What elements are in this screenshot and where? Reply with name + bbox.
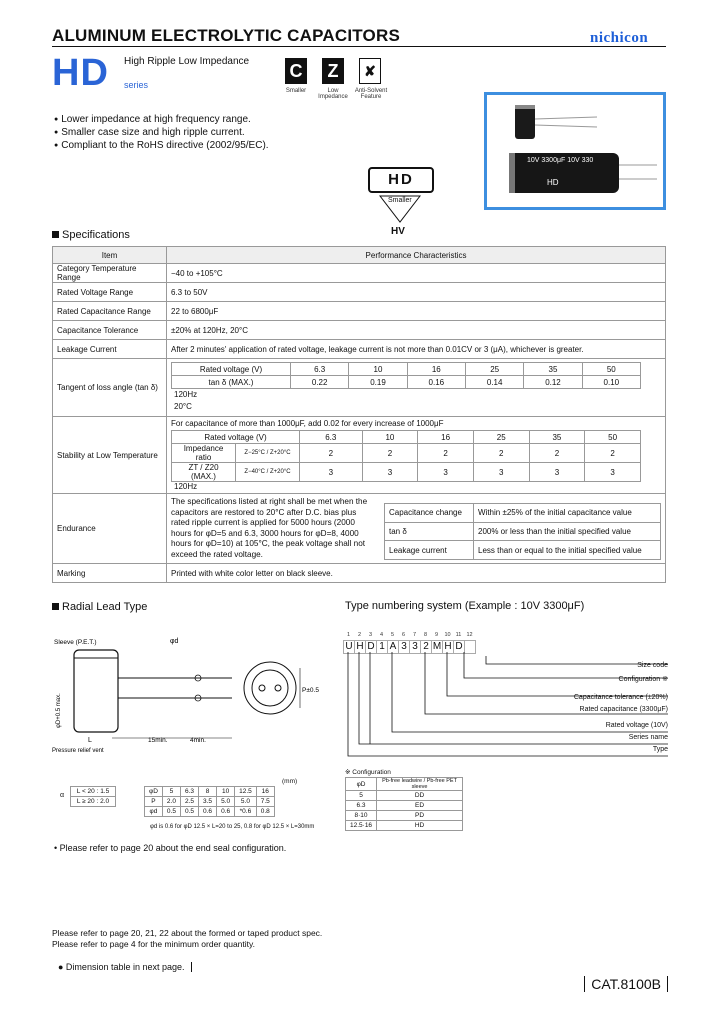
dim-cell: 7.5 [256, 797, 274, 807]
endurance-key: tan δ [385, 522, 474, 541]
feature-item: ● Compliant to the RoHS directive (2002/95/EC). [54, 140, 269, 153]
ratio-cell: 3 [529, 463, 585, 482]
smaller-icon-caption: Smaller [285, 88, 307, 94]
photo-label-value: 10V 3300μF 10V 330 [527, 157, 594, 164]
spec-label: Endurance [53, 494, 167, 564]
type-numbering-labels [470, 660, 668, 756]
code-char: 2 [420, 640, 432, 654]
alpha-label: α [60, 792, 65, 799]
series-code: HD [52, 52, 109, 94]
voltage-cell: 10 [349, 363, 407, 376]
dim-cell: 16 [256, 787, 274, 797]
ratio-cell: 3 [362, 463, 418, 482]
config-cell: 5 [346, 791, 377, 801]
endurance-text: The specifications listed at right shall be met when the capacitors are restored to 20°C after D.C. bias plus rated ripple current is applied for 5000 hours (2000 hours for φD=5 and 6.3, 3000 hours for φD=8, 4000 hours for φD=10) at 105°C, the peak voltage shall not exceed the rated voltage. [171, 497, 368, 559]
code-char: M [432, 641, 442, 652]
config-cell: Pb-free leadwire / Pb-free PET sleeve [377, 778, 463, 791]
position-number: 9 [434, 632, 439, 638]
lead-diameter-label: φd [170, 638, 179, 645]
position-number: 5 [390, 632, 395, 638]
stability-table [171, 430, 641, 482]
page-title: ALUMINUM ELECTROLYTIC CAPACITORS [52, 26, 400, 45]
dim-cell: *0.6 [235, 807, 257, 817]
alpha-table [70, 786, 116, 807]
tangent-note: For capacitance of more than 1000μF, add 0.02 for every increase of 1000μF [171, 419, 444, 428]
footer-notes [52, 928, 322, 950]
tangent-condition: 120Hz [174, 390, 198, 399]
voltage-cell: 35 [529, 431, 585, 444]
config-cell: DD [377, 791, 463, 801]
code-char: 3 [398, 640, 410, 654]
series-relation-top: HD [368, 167, 434, 193]
config-cell: HD [377, 821, 463, 831]
series-word: series [124, 80, 149, 90]
feature-list [54, 114, 269, 153]
capacitor-illustration [487, 95, 663, 207]
ratio-cell: 2 [585, 444, 641, 463]
dim-cell: 5.0 [217, 797, 235, 807]
dim-cell: 0.5 [180, 807, 198, 817]
brand-logo: nichicon [590, 30, 649, 46]
spec-value: 22 to 6800μF [167, 302, 666, 321]
code-label: Size code [637, 662, 668, 669]
spec-label: Capacitance Tolerance [53, 321, 167, 340]
dim-cell: φd [145, 807, 163, 817]
spec-label: Rated Capacitance Range [53, 302, 167, 321]
spec-label: Stability at Low Temperature [53, 417, 167, 494]
series-relation-bottom: HV [391, 226, 405, 237]
alpha-row: L < 20 : 1.5 [71, 787, 116, 797]
dim-cell: 12.5 [235, 787, 257, 797]
spec-label: Rated Voltage Range [53, 283, 167, 302]
config-cell: PD [377, 811, 463, 821]
spec-value: 6.3 to 50V [167, 283, 666, 302]
end-seal-note: • Please refer to page 20 about the end seal configuration. [54, 843, 287, 853]
dim-15min: 15min. [148, 737, 168, 744]
spec-value: −40 to +105°C [167, 264, 666, 283]
radial-lead-drawing [52, 628, 322, 756]
dimension-table [144, 786, 275, 817]
code-label: Series name [628, 734, 668, 741]
stability-condition: 120Hz [174, 482, 198, 491]
voltage-cell: 16 [418, 431, 474, 444]
position-number: 6 [401, 632, 406, 638]
dim-cell: 6.3 [180, 787, 198, 797]
code-label: Rated capacitance (3300μF) [579, 706, 668, 713]
tangent-condition: 20°C [174, 402, 192, 411]
voltage-cell: 50 [582, 363, 640, 376]
code-char: U [343, 640, 355, 654]
impedance-sub: Z−40°C / Z+20°C [236, 463, 300, 482]
code-char: 1 [376, 640, 388, 654]
ratio-cell: 3 [585, 463, 641, 482]
dim-cell: 8 [199, 787, 217, 797]
config-cell: 12.5·16 [346, 821, 377, 831]
voltage-cell: 35 [524, 363, 582, 376]
dim-cell: 10 [217, 787, 235, 797]
dim-cell: 2.5 [180, 797, 198, 807]
position-number: 12 [466, 632, 473, 638]
code-char: H [442, 640, 454, 654]
specifications-table [52, 246, 666, 583]
ratio-cell: 2 [362, 444, 418, 463]
spec-value: Printed with white color letter on black sleeve. [167, 564, 666, 583]
voltage-cell: 25 [473, 431, 529, 444]
col-item-header: Item [53, 247, 167, 264]
endurance-table [384, 503, 661, 560]
series-description: High Ripple Low Impedance [124, 56, 250, 67]
dim-cell: 2.0 [162, 797, 180, 807]
voltage-cell: 25 [465, 363, 523, 376]
code-label: Rated voltage (10V) [605, 722, 668, 729]
dim-cell: 0.6 [217, 807, 235, 817]
photo-label-series: HD [547, 178, 559, 187]
tan-cell: 0.16 [407, 376, 465, 389]
dim-cell: 0.6 [199, 807, 217, 817]
ratio-cell: 2 [473, 444, 529, 463]
impedance-sub: Z−25°C / Z+20°C [236, 444, 300, 463]
code-char: 3 [409, 640, 421, 654]
voltage-cell: 10 [362, 431, 418, 444]
dimension-note: φd is 0.6 for φD 12.5 × L=20 to 25, 0.8 for φD 12.5 × L=30mm [150, 824, 315, 830]
position-number: 1 [346, 632, 351, 638]
spec-label: Tangent of loss angle (tan δ) [53, 359, 167, 417]
unit-label: (mm) [282, 778, 298, 785]
dim-cell: 5.0 [235, 797, 257, 807]
anti-solvent-icon-caption: Anti-Solvent Feature [354, 88, 388, 100]
tangent-row-label: Rated voltage (V) [172, 363, 291, 376]
radial-lead-heading: Radial Lead Type [52, 601, 147, 613]
catalog-number: CAT.8100B [584, 976, 668, 992]
position-number: 4 [379, 632, 384, 638]
smaller-icon: C [285, 58, 307, 84]
spec-label: Leakage Current [53, 340, 167, 359]
config-cell: 8·10 [346, 811, 377, 821]
configuration-table [345, 777, 463, 831]
code-label: Configuration ※ [618, 676, 668, 683]
voltage-cell: 16 [407, 363, 465, 376]
tan-cell: 0.12 [524, 376, 582, 389]
type-numbering-code [343, 632, 475, 654]
code-label: Type [652, 746, 668, 753]
endurance-value: Within ±25% of the initial capacitance value [474, 504, 661, 523]
low-impedance-icon: Z [322, 58, 344, 84]
position-number: 7 [412, 632, 417, 638]
zt-label: ZT / Z20 (MAX.) [172, 463, 236, 482]
specifications-heading: Specifications [52, 229, 130, 241]
type-numbering-heading: Type numbering system (Example : 10V 3300μF) [345, 600, 585, 612]
code-char: H [354, 640, 366, 654]
position-number: 11 [455, 632, 462, 638]
dimension-table-note: ● Dimension table in next page. [58, 962, 192, 972]
dim-4min: 4min. [190, 737, 206, 744]
length-label: L [88, 737, 92, 744]
impedance-label: Impedance ratio [172, 444, 236, 463]
voltage-cell: 6.3 [300, 431, 363, 444]
config-cell: 6.3 [346, 801, 377, 811]
tangent-table [171, 362, 641, 389]
feature-item: ● Smaller case size and high ripple current. [54, 127, 269, 140]
endurance-key: Capacitance change [385, 504, 474, 523]
endurance-value: Less than or equal to the initial specified value [474, 541, 661, 560]
footer-note: Please refer to page 4 for the minimum order quantity. [52, 939, 255, 949]
ratio-cell: 3 [473, 463, 529, 482]
dim-cell: 3.5 [199, 797, 217, 807]
ratio-cell: 3 [418, 463, 474, 482]
feature-item: ● Lower impedance at high frequency range. [54, 114, 269, 127]
spec-value: ±20% at 120Hz, 20°C [167, 321, 666, 340]
position-number: 10 [444, 632, 451, 638]
dim-cell: 5 [162, 787, 180, 797]
config-cell: φD [346, 778, 377, 791]
tan-cell: 0.14 [465, 376, 523, 389]
pressure-relief-label: Pressure relief vent [52, 748, 104, 754]
tangent-row-label: tan δ (MAX.) [172, 376, 291, 389]
dim-cell: P [145, 797, 163, 807]
low-impedance-icon-caption: Low Impedance [318, 88, 348, 100]
code-char: D [365, 640, 377, 654]
code-char: A [387, 640, 399, 654]
code-char: D [453, 640, 465, 654]
footer-note: Please refer to page 20, 21, 22 about the formed or taped product spec. [52, 928, 323, 938]
dim-cell: φD [145, 787, 163, 797]
spec-value: After 2 minutes' application of rated voltage, leakage current is not more than 0.01CV or 3 (μA), whichever is greater. [167, 340, 666, 359]
anti-solvent-icon: ✘ [359, 58, 381, 84]
product-photo [484, 92, 666, 210]
voltage-cell: 6.3 [291, 363, 349, 376]
case-diameter-label: φD+0.5 max. [56, 693, 62, 728]
tan-cell: 0.22 [291, 376, 349, 389]
voltage-cell: 50 [585, 431, 641, 444]
stability-row-label: Rated voltage (V) [172, 431, 300, 444]
col-performance-header: Performance Characteristics [167, 247, 666, 264]
dim-cell: 0.5 [162, 807, 180, 817]
position-number: 8 [423, 632, 428, 638]
dim-cell: 0.8 [256, 807, 274, 817]
endurance-key: Leakage current [385, 541, 474, 560]
ratio-cell: 3 [300, 463, 363, 482]
title-rule [52, 46, 666, 47]
alpha-row: L ≥ 20 : 2.0 [71, 797, 116, 807]
position-number: 3 [368, 632, 373, 638]
tan-cell: 0.10 [582, 376, 640, 389]
endurance-value: 200% or less than the initial specified value [474, 522, 661, 541]
relation-arrow-label: Smaller [388, 197, 412, 204]
configuration-title: ※ Configuration [345, 769, 391, 776]
config-cell: ED [377, 801, 463, 811]
ratio-cell: 2 [418, 444, 474, 463]
spec-label: Marking [53, 564, 167, 583]
tan-cell: 0.19 [349, 376, 407, 389]
spec-label: Category Temperature Range [53, 264, 167, 283]
position-number: 2 [357, 632, 362, 638]
code-label: Capacitance tolerance (±20%) [573, 694, 668, 701]
pitch-label: P±0.5 [302, 687, 319, 694]
ratio-cell: 2 [300, 444, 363, 463]
ratio-cell: 2 [529, 444, 585, 463]
sleeve-label: Sleeve (P.E.T.) [54, 639, 97, 646]
